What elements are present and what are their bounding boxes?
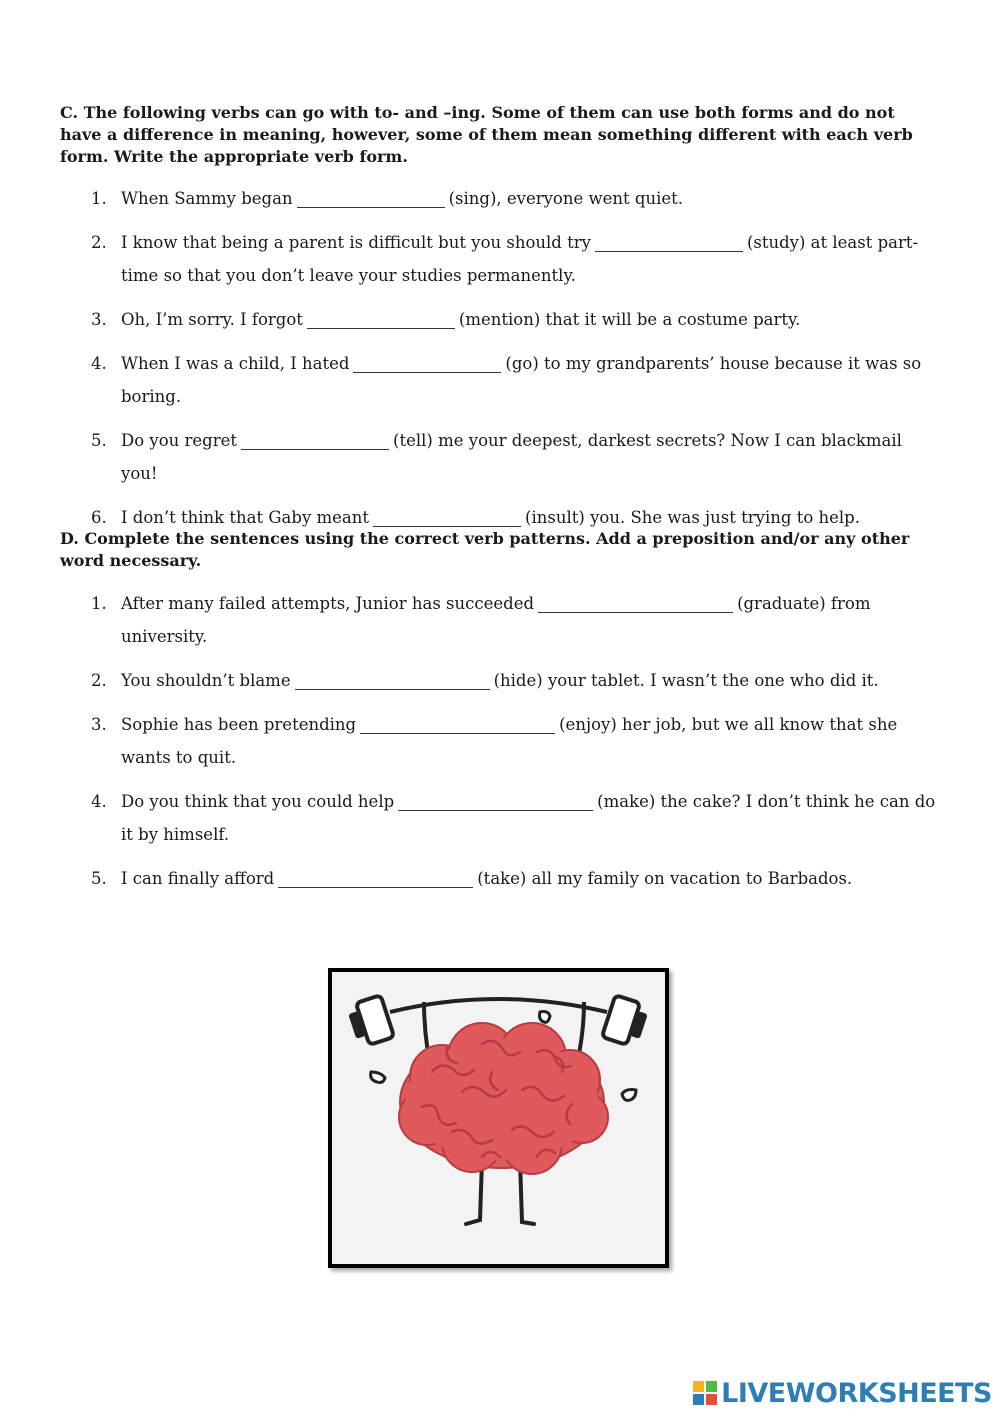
item-text-before: When Sammy began [121, 189, 293, 208]
item-text-after: (graduate) from university. [121, 594, 871, 646]
item-text-after: (take) all my family on vacation to Barbados. [477, 869, 853, 888]
answer-blank[interactable] [353, 371, 501, 373]
item-number: 5. [91, 431, 107, 450]
item-text-after: (make) the cake? I don’t think he can do it by himself. [121, 792, 936, 844]
item-text-after: (hide) your tablet. I wasn’t the one who did it. [493, 671, 879, 690]
list-item [60, 182, 940, 215]
list-item [60, 303, 940, 336]
item-text-before: Oh, I’m sorry. I forgot [121, 310, 303, 329]
list-item [60, 347, 940, 413]
item-number: 3. [91, 715, 107, 734]
answer-blank[interactable] [297, 206, 445, 208]
list-item [60, 226, 940, 292]
item-text-after: (tell) me your deepest, darkest secrets? Now I can blackmail you! [121, 431, 902, 483]
item-text-before: Do you regret [121, 431, 238, 450]
section-c-instructions: C. The following verbs can go with to- and –ing. Some of them can use both forms and do not have a difference in meaning, however, some of them mean something different with each verb form. Write the appropriate verb form. [60, 103, 913, 166]
list-item [60, 424, 940, 490]
item-number: 3. [91, 310, 107, 329]
item-text-before: Sophie has been pretending [121, 715, 357, 734]
item-text-before: Do you think that you could help [121, 792, 395, 811]
brain-lifting-barbell-icon [332, 972, 665, 1264]
answer-blank[interactable] [538, 611, 733, 613]
answer-blank[interactable] [360, 732, 555, 734]
answer-blank[interactable] [595, 250, 743, 252]
item-text-before: I don’t think that Gaby meant [121, 508, 370, 527]
item-text-before: You shouldn’t blame [121, 671, 291, 690]
list-item [60, 862, 940, 895]
section-d-instructions: D. Complete the sentences using the correct verb patterns. Add a preposition and/or any other word necessary. [60, 529, 910, 570]
item-text-after: (enjoy) her job, but we all know that she wants to quit. [121, 715, 898, 767]
answer-blank[interactable] [398, 809, 593, 811]
item-text-after: (insult) you. She was just trying to help. [525, 508, 860, 527]
answer-blank[interactable] [278, 886, 473, 888]
answer-blank[interactable] [241, 448, 389, 450]
liveworksheets-logo-icon [692, 1380, 718, 1406]
item-text-after: (sing), everyone went quiet. [448, 189, 684, 208]
section-c-list [60, 182, 940, 545]
list-item [60, 587, 940, 653]
brain-illustration [328, 968, 669, 1268]
item-number: 5. [91, 869, 107, 888]
liveworksheets-logo [692, 1378, 992, 1408]
item-number: 1. [91, 594, 107, 613]
item-text-after: (study) at least part-time so that you don’t leave your studies permanently. [121, 233, 919, 285]
item-number: 6. [91, 508, 107, 527]
section-d-list [60, 587, 940, 906]
item-number: 4. [91, 354, 107, 373]
item-number: 2. [91, 671, 107, 690]
answer-blank[interactable] [373, 525, 521, 527]
logo-text: LIVEWORKSHEETS [721, 1377, 992, 1409]
list-item [60, 664, 940, 697]
item-number: 1. [91, 189, 107, 208]
list-item [60, 708, 940, 774]
item-text-before: When I was a child, I hated [121, 354, 350, 373]
item-text-after: (mention) that it will be a costume party. [458, 310, 801, 329]
item-text-after: (go) to my grandparents’ house because it was so boring. [121, 354, 922, 406]
item-number: 4. [91, 792, 107, 811]
list-item [60, 785, 940, 851]
answer-blank[interactable] [307, 327, 455, 329]
answer-blank[interactable] [295, 688, 490, 690]
item-text-before: I can finally afford [121, 869, 275, 888]
item-text-before: I know that being a parent is difficult but you should try [121, 233, 591, 252]
item-text-before: After many failed attempts, Junior has succeeded [121, 594, 535, 613]
item-number: 2. [91, 233, 107, 252]
